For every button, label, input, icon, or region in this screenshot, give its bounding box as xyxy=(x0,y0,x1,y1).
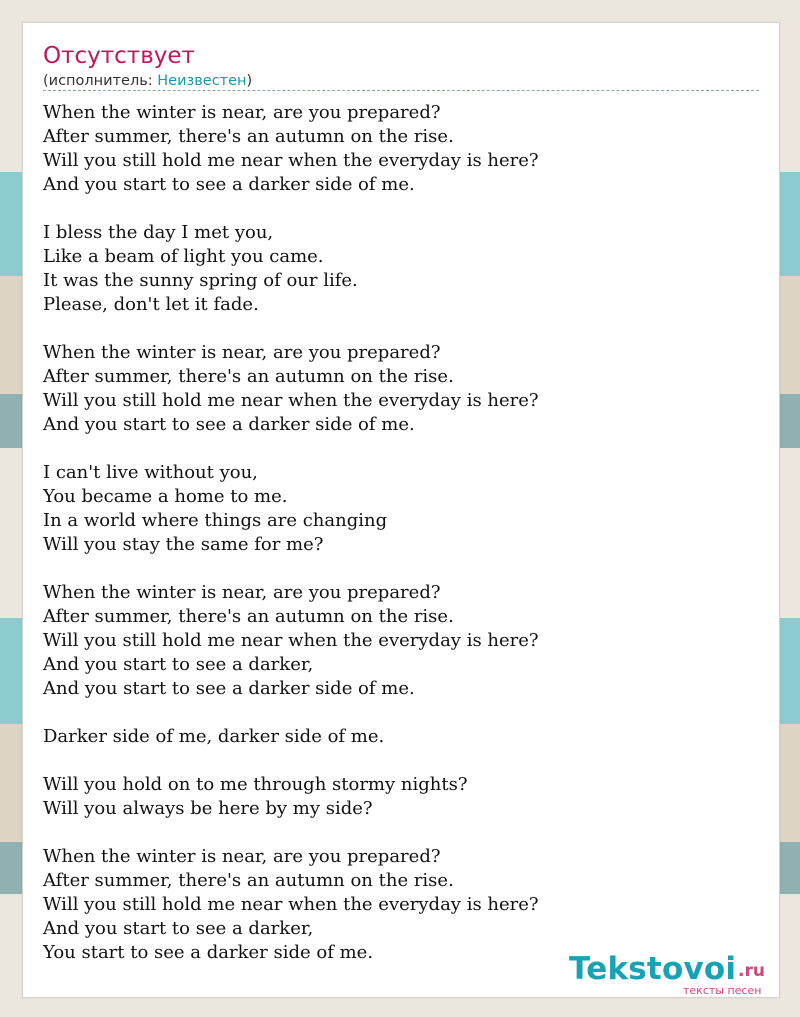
lyric-line: You start to see a darker side of me. xyxy=(43,942,374,963)
lyric-line: After summer, there's an autumn on the rise. xyxy=(43,870,454,891)
lyric-line: And you start to see a darker side of me. xyxy=(43,414,415,435)
lyrics-text xyxy=(43,101,759,965)
stanza-gap xyxy=(43,821,759,845)
title-divider xyxy=(43,90,759,91)
stanza-gap xyxy=(43,437,759,461)
lyric-line: I can't live without you, xyxy=(43,462,258,483)
stanza-gap xyxy=(43,197,759,221)
stanza-gap xyxy=(43,557,759,581)
lyric-line: And you start to see a darker side of me. xyxy=(43,678,415,699)
lyric-line: After summer, there's an autumn on the rise. xyxy=(43,366,454,387)
lyric-line: Please, don't let it fade. xyxy=(43,294,259,315)
lyric-line: Will you still hold me near when the everyday is here? xyxy=(43,150,539,171)
lyric-line: Will you still hold me near when the everyday is here? xyxy=(43,894,539,915)
logo-domain: .ru xyxy=(738,961,765,981)
stanza-gap xyxy=(43,749,759,773)
lyric-line: When the winter is near, are you prepared? xyxy=(43,342,441,363)
lyric-line: Will you still hold me near when the everyday is here? xyxy=(43,390,539,411)
artist-suffix: ) xyxy=(246,73,253,89)
lyric-line: And you start to see a darker side of me. xyxy=(43,174,415,195)
lyric-line: Like a beam of light you came. xyxy=(43,246,324,267)
lyric-line: Will you stay the same for me? xyxy=(43,534,324,555)
lyric-line: I bless the day I met you, xyxy=(43,222,274,243)
lyric-line: Darker side of me, darker side of me. xyxy=(43,726,385,747)
lyric-line: It was the sunny spring of our life. xyxy=(43,270,358,291)
lyric-line: And you start to see a darker, xyxy=(43,654,314,675)
lyric-line: Will you still hold me near when the everyday is here? xyxy=(43,630,539,651)
artist-prefix: (исполнитель: xyxy=(43,73,158,89)
lyric-line: In a world where things are changing xyxy=(43,510,388,531)
song-title: Отсутствует xyxy=(43,43,195,69)
lyric-line: After summer, there's an autumn on the rise. xyxy=(43,126,454,147)
stanza-gap xyxy=(43,317,759,341)
lyric-line: And you start to see a darker, xyxy=(43,918,314,939)
lyric-line: When the winter is near, are you prepared? xyxy=(43,846,441,867)
artist-line xyxy=(43,72,252,90)
lyric-line: After summer, there's an autumn on the rise. xyxy=(43,606,454,627)
lyric-line: You became a home to me. xyxy=(43,486,288,507)
lyric-line: When the winter is near, are you prepared? xyxy=(43,102,441,123)
logo-tagline: тексты песен xyxy=(683,984,762,997)
lyrics-card xyxy=(22,22,780,998)
lyric-line: When the winter is near, are you prepared? xyxy=(43,582,441,603)
artist-link[interactable]: Неизвестен xyxy=(157,73,247,89)
lyric-line: Will you always be here by my side? xyxy=(43,798,373,819)
lyric-line: Will you hold on to me through stormy nights? xyxy=(43,774,468,795)
stanza-gap xyxy=(43,701,759,725)
logo-wordmark: Tekstovoi xyxy=(569,951,737,987)
site-logo[interactable] xyxy=(569,951,779,999)
